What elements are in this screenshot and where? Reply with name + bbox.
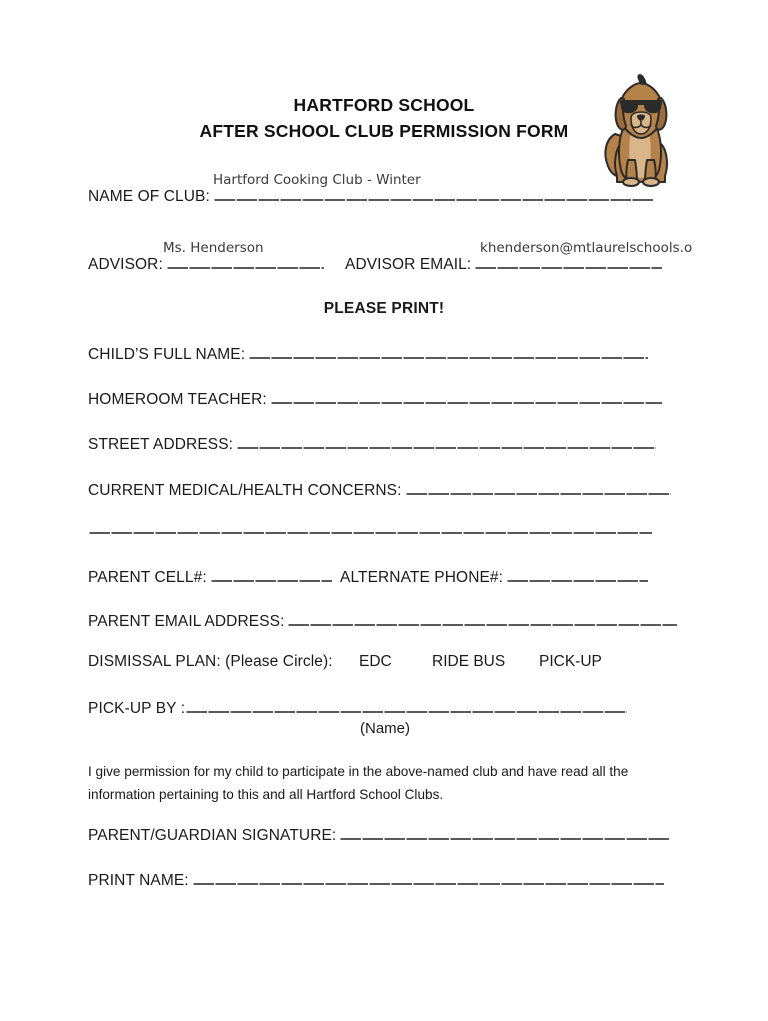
- alternate-phone-row: [340, 567, 648, 587]
- homeroom-teacher-label: HOMEROOM TEACHER:: [88, 391, 267, 408]
- medical-concerns-rule[interactable]: [405, 480, 671, 495]
- dismissal-option-ride-bus[interactable]: RIDE BUS: [432, 653, 506, 670]
- homeroom-teacher-row: [88, 389, 662, 409]
- pickup-by-label: PICK-UP BY :: [88, 700, 186, 717]
- parent-cell-row: [88, 567, 332, 587]
- alternate-phone-label: ALTERNATE PHONE#:: [340, 569, 504, 586]
- club-name-rule[interactable]: [213, 186, 653, 201]
- medical-concerns-row-2: [88, 519, 652, 534]
- please-print-note: PLEASE PRINT!: [323, 300, 445, 317]
- child-name-label: CHILD’S FULL NAME:: [88, 346, 246, 363]
- advisor-email-value[interactable]: khenderson@mtlaurelschools.o: [480, 240, 693, 256]
- child-name-row: [88, 344, 648, 364]
- street-address-rule[interactable]: [236, 434, 656, 449]
- parent-email-row: [88, 611, 677, 631]
- medical-concerns-row: [88, 480, 671, 500]
- advisor-email-label: ADVISOR EMAIL:: [345, 256, 472, 273]
- alternate-phone-rule[interactable]: [506, 567, 648, 582]
- dismissal-plan-row: [88, 653, 333, 671]
- parent-email-label: PARENT EMAIL ADDRESS:: [88, 613, 285, 630]
- parent-email-rule[interactable]: [287, 611, 677, 626]
- dismissal-option-edc[interactable]: EDC: [359, 653, 392, 670]
- parent-signature-rule[interactable]: [339, 825, 669, 840]
- medical-concerns-label: CURRENT MEDICAL/HEALTH CONCERNS:: [88, 482, 402, 499]
- parent-cell-rule[interactable]: [210, 567, 332, 582]
- print-name-rule[interactable]: [192, 870, 664, 885]
- street-address-row: [88, 434, 656, 454]
- pickup-by-row: [88, 698, 627, 718]
- club-name-value[interactable]: Hartford Cooking Club - Winter: [213, 172, 421, 188]
- club-name-row: [88, 186, 653, 206]
- parent-signature-row: [88, 825, 669, 845]
- street-address-label: STREET ADDRESS:: [88, 436, 234, 453]
- advisor-rule[interactable]: [166, 254, 324, 269]
- medical-concerns-rule-2[interactable]: [88, 519, 652, 534]
- parent-cell-label: PARENT CELL#:: [88, 569, 207, 586]
- pickup-by-name-note: (Name): [360, 720, 411, 737]
- advisor-label: ADVISOR:: [88, 256, 163, 273]
- club-name-label: NAME OF CLUB:: [88, 188, 210, 205]
- dog-with-sunglasses-mascot-icon: [601, 74, 677, 192]
- permission-paragraph: I give permission for my child to participate in the above-named club and have read all the information pertaining to this and all Hartford School Clubs.: [88, 764, 629, 802]
- dismissal-plan-label: DISMISSAL PLAN: (Please Circle):: [88, 653, 333, 670]
- advisor-name-value[interactable]: Ms. Henderson: [163, 240, 264, 256]
- parent-signature-label: PARENT/GUARDIAN SIGNATURE:: [88, 827, 337, 844]
- print-name-label: PRINT NAME:: [88, 872, 189, 889]
- print-name-row: [88, 870, 664, 890]
- page-title-line-2: AFTER SCHOOL CLUB PERMISSION FORM: [199, 121, 569, 141]
- child-name-rule[interactable]: [248, 344, 648, 359]
- page-title-line-1: HARTFORD SCHOOL: [293, 95, 475, 115]
- pickup-by-rule[interactable]: [185, 698, 627, 713]
- advisor-email-row: [345, 254, 662, 274]
- homeroom-teacher-rule[interactable]: [270, 389, 662, 404]
- advisor-email-rule[interactable]: [474, 254, 662, 269]
- dismissal-option-pick-up[interactable]: PICK-UP: [539, 653, 602, 670]
- advisor-row: [88, 254, 324, 274]
